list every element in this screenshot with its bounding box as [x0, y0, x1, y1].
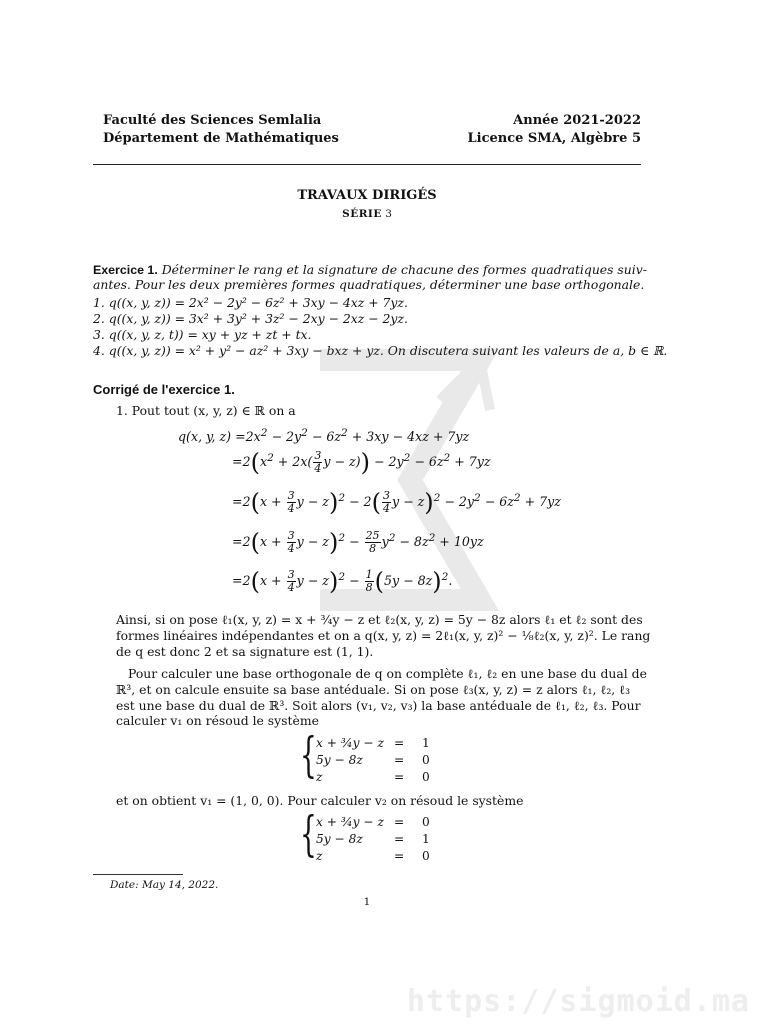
- derivation-line-5: =2(x + $\frac{3}{4}$ y − z)$^2$ − $\frac{1}{8}$ $(5y - 8z)^2$.: [232, 567, 453, 596]
- derivation-line-4: =2(x + $\frac{3}{4}$ y − z)$^2$ − $\frac{25}{8}$ $y^2 - 8z^2 + 10yz$: [232, 528, 484, 557]
- paragraph-1-line-3: de q est donc 2 et sa signature est (1, 1).: [116, 644, 374, 659]
- exercise-item-3: 3. q((x, y, z, t)) = xy + yz + zt + tx.: [93, 327, 312, 342]
- exercise-item-2: 2. q((x, y, z)) = 3x² + 3y² + 3z² − 2xy − 2xz − 2yz.: [93, 311, 408, 326]
- exercise-text-1: Déterminer le rang et la signature de chacune des formes quadratiques suiv-: [161, 262, 647, 277]
- series-word: SÉRIE: [342, 208, 382, 220]
- paragraph-2-line-4: calculer v₁ on résoud le système: [116, 713, 319, 728]
- exercise-label: Exercice 1.: [93, 263, 158, 277]
- header-right: [467, 112, 641, 148]
- header-divider: [93, 164, 641, 165]
- between-systems-text: et on obtient v₁ = (1, 0, 0). Pour calculer v₂ on résoud le système: [116, 793, 524, 808]
- derivation-line-3: =2(x + $\frac{3}{4}$ y − z)$^2$ − 2( $\frac{3}{4}$ $y - z)^2 - 2y^2 - 6z^2 + 7yz$: [232, 488, 561, 517]
- system-brace: {: [300, 806, 317, 862]
- correction-heading: Corrigé de l'exercice 1.: [93, 382, 235, 397]
- paragraph-1-line-2: formes linéaires indépendantes et on a q(x, y, z) = 2ℓ₁(x, y, z)² − ⅛ℓ₂(x, y, z)². Le rang: [116, 628, 651, 643]
- footnote-divider: [93, 874, 183, 875]
- document-title: TRAVAUX DIRIGÉS: [297, 188, 437, 203]
- academic-year: Année 2021-2022: [513, 113, 641, 128]
- series-number: 3: [385, 208, 392, 220]
- exercise-item-1: 1. q((x, y, z)) = 2x² − 2y² − 6z² + 3xy − 4xz + 7yz.: [93, 295, 408, 310]
- derivation-line-1: q(x, y, $z) =2x^2 - 2y^2 - 6z^2 + 3xy - 4xz + 7yz$: [178, 427, 470, 445]
- footnote-date: Date: May 14, 2022.: [110, 879, 219, 891]
- course-name: Licence SMA, Algèbre 5: [467, 131, 641, 146]
- paragraph-2-line-2: ℝ³, et on calcule ensuite sa base antéduale. Si on pose ℓ₃(x, y, z) = z alors ℓ₁, ℓ₂, ℓ₃: [116, 682, 631, 697]
- exercise-item-4: 4. q((x, y, z)) = x² + y² − az² + 3xy − bxz + yz. On discutera suivant les valeurs de a, b ∈ ℝ.: [93, 343, 668, 358]
- exercise-text-2: antes. Pour les deux premières formes quadratiques, déterminer une base orthogonale.: [93, 277, 645, 292]
- watermark-url: https://sigmoid.ma: [406, 984, 750, 1019]
- series-subtitle: [0, 208, 734, 220]
- correction-intro: 1. Pout tout (x, y, z) ∈ ℝ on a: [116, 403, 296, 418]
- derivation-line-2: $=2(x^2 + 2x$( $\frac{3}{4}$ $y - z)) - 2y^2 - 6z^2 + 7yz$: [232, 448, 491, 477]
- paragraph-2-line-3: est une base du dual de ℝ³. Soit alors (v₁, v₂, v₃) la base antéduale de ℓ₁, ℓ₂, ℓ₃. Pour: [116, 698, 641, 713]
- header-left: [103, 112, 339, 148]
- paragraph-2-line-1: Pour calculer une base orthogonale de q on complète ℓ₁, ℓ₂ en une base du dual de: [128, 666, 647, 681]
- system-row: x + ¾y − z = 0: [316, 815, 430, 829]
- system-row: 5y − 8z = 1: [316, 832, 430, 846]
- system-row: z = 0: [316, 770, 430, 784]
- system-row: z = 0: [316, 849, 430, 863]
- system-brace: {: [300, 727, 317, 783]
- system-row: x + ¾y − z = 1: [316, 736, 430, 750]
- paragraph-1-line-1: Ainsi, si on pose ℓ₁(x, y, z) = x + ¾y − z et ℓ₂(x, y, z) = 5y − 8z alors ℓ₁ et ℓ₂ sont des: [116, 612, 643, 627]
- faculty-name: Faculté des Sciences Semlalia: [103, 113, 322, 128]
- system-row: 5y − 8z = 0: [316, 753, 430, 767]
- department-name: Département de Mathématiques: [103, 131, 339, 146]
- page-number: 1: [363, 896, 371, 908]
